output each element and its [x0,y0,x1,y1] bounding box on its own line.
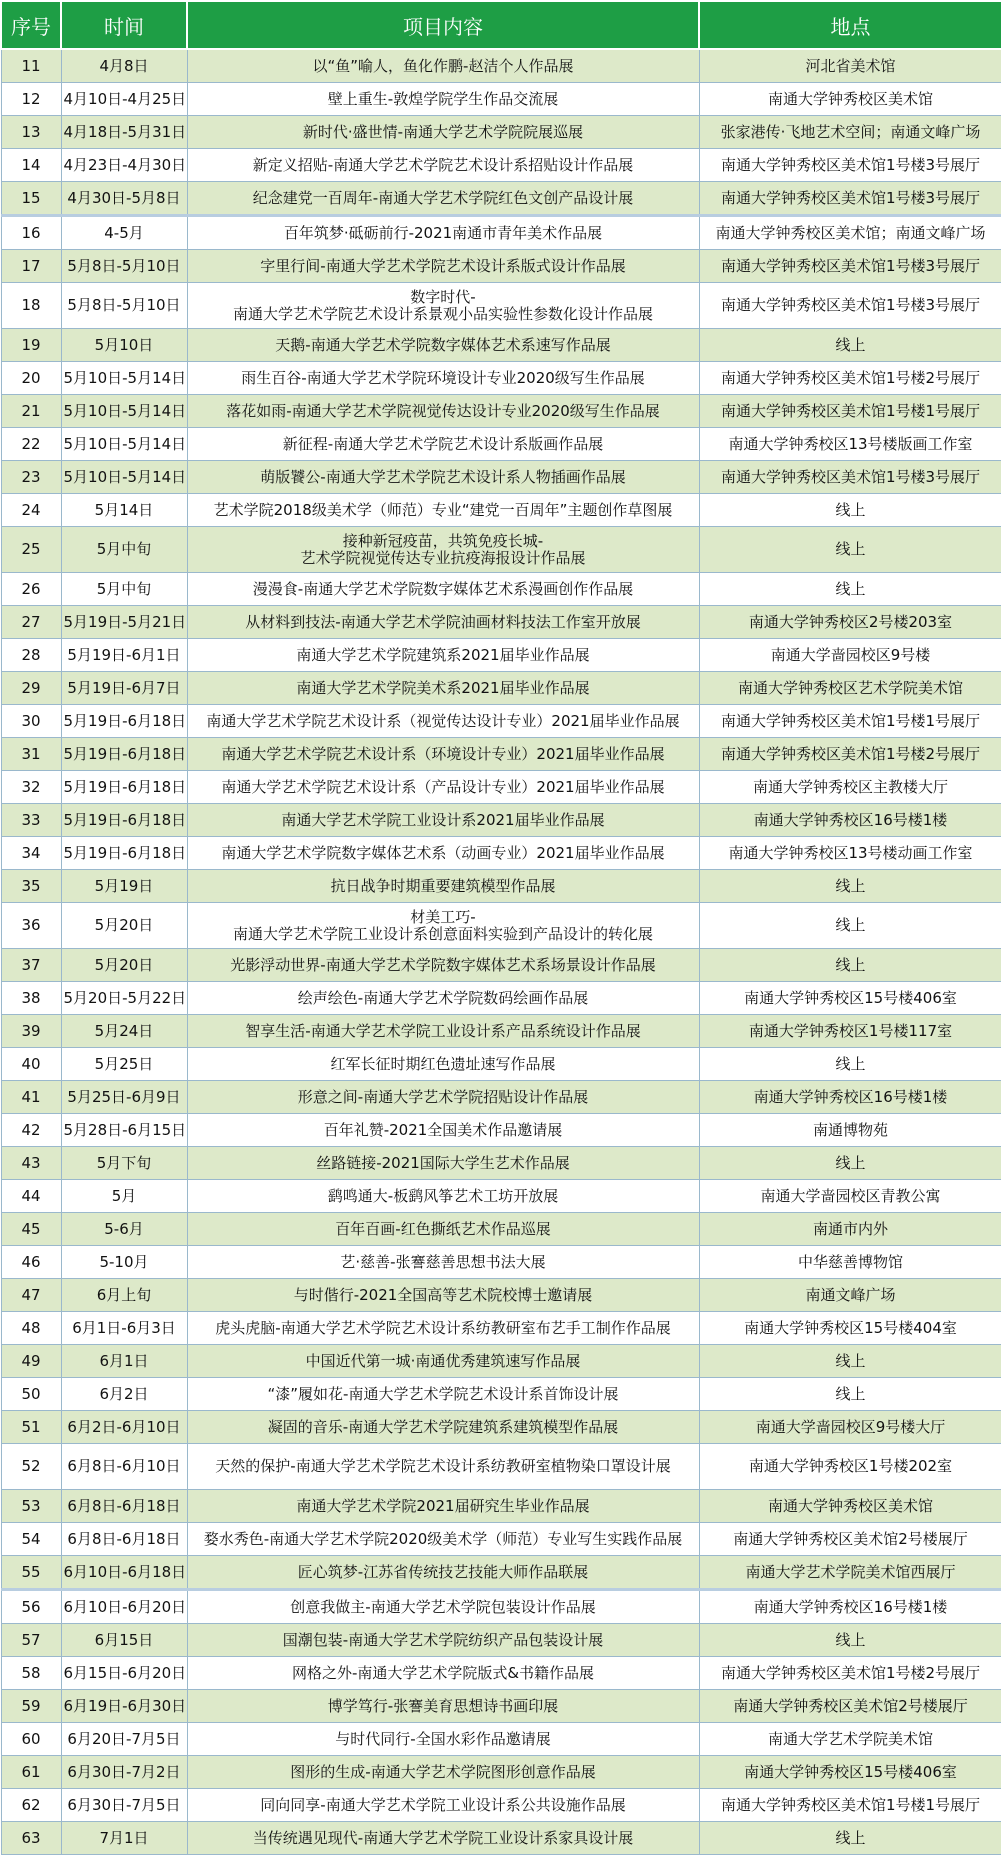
cell-place: 南通大学钟秀校区1号楼117室 [699,1015,1001,1048]
cell-time: 6月15日 [61,1624,187,1657]
table-row [1,870,1001,903]
cell-content: 雨生百谷-南通大学艺术学院环境设计专业2020级写生作品展 [187,362,699,395]
cell-seq: 20 [1,362,61,395]
table-row [1,1147,1001,1180]
cell-seq: 16 [1,216,61,250]
cell-content: 南通大学艺术学院艺术设计系（视觉传达设计专业）2021届毕业作品展 [187,705,699,738]
cell-seq: 43 [1,1147,61,1180]
cell-seq: 21 [1,395,61,428]
table-row [1,1590,1001,1624]
table-row [1,149,1001,182]
cell-seq: 34 [1,837,61,870]
cell-content: 百年百画-红色撕纸艺术作品巡展 [187,1213,699,1246]
cell-place: 南通大学钟秀校区美术馆1号楼1号展厅 [699,395,1001,428]
cell-time: 5月8日-5月10日 [61,250,187,283]
cell-time: 5月28日-6月15日 [61,1114,187,1147]
cell-time: 5月14日 [61,494,187,527]
table-row [1,1213,1001,1246]
cell-time: 6月15日-6月20日 [61,1657,187,1690]
cell-time: 5月25日 [61,1048,187,1081]
cell-place: 线上 [699,949,1001,982]
cell-place: 南通大学钟秀校区艺术学院美术馆 [699,672,1001,705]
cell-place: 南通大学钟秀校区16号楼1楼 [699,1590,1001,1624]
table-row [1,116,1001,149]
cell-place: 南通大学艺术学院美术馆西展厅 [699,1556,1001,1590]
cell-seq: 24 [1,494,61,527]
table-row [1,494,1001,527]
cell-place: 线上 [699,573,1001,606]
cell-seq: 11 [1,49,61,83]
table-row [1,428,1001,461]
table-row [1,1723,1001,1756]
cell-content: 匠心筑梦-江苏省传统技艺技能大师作品联展 [187,1556,699,1590]
cell-time: 6月10日-6月20日 [61,1590,187,1624]
table-row [1,1312,1001,1345]
cell-content: 艺术学院2018级美术学（师范）专业“建党一百周年”主题创作草图展 [187,494,699,527]
table-row [1,1015,1001,1048]
table-row [1,982,1001,1015]
cell-content: 中国近代第一城·南通优秀建筑速写作品展 [187,1345,699,1378]
cell-content: 落花如雨-南通大学艺术学院视觉传达设计专业2020级写生作品展 [187,395,699,428]
table-row [1,1081,1001,1114]
table-row [1,1657,1001,1690]
cell-time: 6月8日-6月10日 [61,1444,187,1490]
cell-seq: 53 [1,1490,61,1523]
cell-content: “漆”履如花-南通大学艺术学院艺术设计系首饰设计展 [187,1378,699,1411]
table-row [1,1822,1001,1855]
cell-time: 5月20日 [61,949,187,982]
cell-place: 南通大学钟秀校区美术馆1号楼3号展厅 [699,283,1001,329]
cell-place: 南通大学钟秀校区2号楼203室 [699,606,1001,639]
cell-time: 5月10日-5月14日 [61,395,187,428]
cell-time: 5月下旬 [61,1147,187,1180]
table-row [1,1756,1001,1789]
cell-seq: 55 [1,1556,61,1590]
content-line-1: 材美工巧- [410,907,476,926]
cell-time: 5月 [61,1180,187,1213]
cell-place: 线上 [699,870,1001,903]
cell-content: 南通大学艺术学院美术系2021届毕业作品展 [187,672,699,705]
cell-seq: 50 [1,1378,61,1411]
content-line-2: 南通大学艺术学院工业设计系创意面料实验到产品设计的转化展 [232,924,653,943]
table-row [1,250,1001,283]
cell-place: 南通大学钟秀校区美术馆 [699,1490,1001,1523]
cell-content: 博学笃行-张謇美育思想诗书画印展 [187,1690,699,1723]
cell-content: 同向同享-南通大学艺术学院工业设计系公共设施作品展 [187,1789,699,1822]
table-row [1,1490,1001,1523]
cell-time: 6月30日-7月5日 [61,1789,187,1822]
cell-time: 6月1日-6月3日 [61,1312,187,1345]
cell-content: 鹞鸣通大-板鹞风筝艺术工坊开放展 [187,1180,699,1213]
table-row [1,606,1001,639]
cell-seq: 22 [1,428,61,461]
cell-time: 5月19日-6月18日 [61,771,187,804]
cell-seq: 13 [1,116,61,149]
cell-place: 南通大学钟秀校区15号楼406室 [699,982,1001,1015]
cell-time: 5月24日 [61,1015,187,1048]
cell-time: 5月19日-6月18日 [61,705,187,738]
cell-time: 5-10月 [61,1246,187,1279]
cell-content: 智享生活-南通大学艺术学院工业设计系产品系统设计作品展 [187,1015,699,1048]
table-row [1,1690,1001,1723]
cell-content [187,903,699,949]
header-seq: 序号 [1,1,61,49]
cell-place: 南通大学啬园校区青教公寓 [699,1180,1001,1213]
cell-content: 萌版饕公-南通大学艺术学院艺术设计系人物插画作品展 [187,461,699,494]
table-row [1,639,1001,672]
cell-place: 线上 [699,1147,1001,1180]
cell-time: 5月19日-6月18日 [61,738,187,771]
table-row [1,1789,1001,1822]
cell-seq: 25 [1,527,61,573]
table-row [1,527,1001,573]
cell-content: 抗日战争时期重要建筑模型作品展 [187,870,699,903]
cell-time: 5-6月 [61,1213,187,1246]
table-row [1,49,1001,83]
cell-time: 6月1日 [61,1345,187,1378]
cell-place: 线上 [699,1822,1001,1855]
cell-seq: 33 [1,804,61,837]
cell-time: 6月20日-7月5日 [61,1723,187,1756]
cell-time: 5月10日 [61,329,187,362]
cell-time: 4-5月 [61,216,187,250]
cell-content: 红军长征时期红色遗址速写作品展 [187,1048,699,1081]
cell-place: 南通市内外 [699,1213,1001,1246]
cell-content: 创意我做主-南通大学艺术学院包装设计作品展 [187,1590,699,1624]
cell-seq: 19 [1,329,61,362]
cell-content: 南通大学艺术学院艺术设计系（产品设计专业）2021届毕业作品展 [187,771,699,804]
cell-seq: 54 [1,1523,61,1556]
cell-content: 南通大学艺术学院工业设计系2021届毕业作品展 [187,804,699,837]
table-row [1,573,1001,606]
table-row [1,738,1001,771]
cell-seq: 29 [1,672,61,705]
cell-content: 百年礼赞-2021全国美术作品邀请展 [187,1114,699,1147]
cell-content: 纪念建党一百周年-南通大学艺术学院红色文创产品设计展 [187,182,699,216]
cell-place: 南通大学钟秀校区美术馆1号楼1号展厅 [699,1789,1001,1822]
cell-content [187,527,699,573]
cell-seq: 51 [1,1411,61,1444]
cell-content: 南通大学艺术学院艺术设计系（环境设计专业）2021届毕业作品展 [187,738,699,771]
cell-seq: 42 [1,1114,61,1147]
cell-time: 6月上旬 [61,1279,187,1312]
cell-place: 线上 [699,1624,1001,1657]
cell-seq: 48 [1,1312,61,1345]
cell-time: 5月10日-5月14日 [61,362,187,395]
table-row [1,1444,1001,1490]
cell-place: 南通大学钟秀校区美术馆；南通文峰广场 [699,216,1001,250]
cell-seq: 49 [1,1345,61,1378]
cell-place: 线上 [699,1048,1001,1081]
cell-content: 新定义招贴-南通大学艺术学院艺术设计系招贴设计作品展 [187,149,699,182]
table-row [1,216,1001,250]
cell-seq: 37 [1,949,61,982]
cell-place: 南通大学钟秀校区16号楼1楼 [699,1081,1001,1114]
table-row [1,1411,1001,1444]
content-line-2: 南通大学艺术学院艺术设计系景观小品实验性参数化设计作品展 [232,304,653,323]
cell-seq: 18 [1,283,61,329]
table-row [1,903,1001,949]
table-row [1,1180,1001,1213]
cell-content: 漫漫食-南通大学艺术学院数字媒体艺术系漫画创作作品展 [187,573,699,606]
cell-place: 线上 [699,1345,1001,1378]
cell-seq: 44 [1,1180,61,1213]
cell-content: 与时代同行-全国水彩作品邀请展 [187,1723,699,1756]
cell-seq: 35 [1,870,61,903]
cell-time: 5月10日-5月14日 [61,461,187,494]
cell-content: 南通大学艺术学院2021届研究生毕业作品展 [187,1490,699,1523]
table-row [1,83,1001,116]
cell-seq: 40 [1,1048,61,1081]
cell-seq: 28 [1,639,61,672]
cell-content: 天鹅-南通大学艺术学院数字媒体艺术系速写作品展 [187,329,699,362]
table-row [1,1048,1001,1081]
cell-content: 天然的保护-南通大学艺术学院艺术设计系纺教研室植物染口罩设计展 [187,1444,699,1490]
table-header-row [1,1,1001,49]
cell-content: 与时偕行-2021全国高等艺术院校博士邀请展 [187,1279,699,1312]
cell-place: 河北省美术馆 [699,49,1001,83]
cell-time: 5月19日 [61,870,187,903]
table-row [1,1556,1001,1590]
table-row [1,804,1001,837]
cell-content: 百年筑梦·砥砺前行-2021南通市青年美术作品展 [187,216,699,250]
cell-content: 字里行间-南通大学艺术学院艺术设计系版式设计作品展 [187,250,699,283]
cell-place: 南通大学钟秀校区美术馆 [699,83,1001,116]
table-row [1,395,1001,428]
cell-seq: 45 [1,1213,61,1246]
cell-place: 线上 [699,1378,1001,1411]
cell-place: 南通大学钟秀校区15号楼406室 [699,1756,1001,1789]
cell-seq: 60 [1,1723,61,1756]
cell-place: 南通大学钟秀校区美术馆2号楼展厅 [699,1690,1001,1723]
cell-place: 南通大学钟秀校区1号楼202室 [699,1444,1001,1490]
cell-content: 艺·慈善-张謇慈善思想书法大展 [187,1246,699,1279]
cell-time: 6月2日 [61,1378,187,1411]
cell-time: 5月20日-5月22日 [61,982,187,1015]
table-row [1,1378,1001,1411]
cell-seq: 59 [1,1690,61,1723]
cell-content: 新时代·盛世情-南通大学艺术学院院展巡展 [187,116,699,149]
cell-seq: 47 [1,1279,61,1312]
cell-place: 线上 [699,329,1001,362]
cell-place: 南通大学钟秀校区主教楼大厅 [699,771,1001,804]
cell-seq: 56 [1,1590,61,1624]
table-row [1,949,1001,982]
cell-time: 5月19日-6月18日 [61,837,187,870]
cell-content [187,283,699,329]
cell-place: 南通大学啬园校区9号楼大厅 [699,1411,1001,1444]
table-row [1,283,1001,329]
cell-time: 6月10日-6月18日 [61,1556,187,1590]
cell-seq: 58 [1,1657,61,1690]
table-row [1,1523,1001,1556]
cell-seq: 52 [1,1444,61,1490]
cell-time: 6月8日-6月18日 [61,1523,187,1556]
cell-seq: 36 [1,903,61,949]
cell-time: 5月19日-6月1日 [61,639,187,672]
cell-time: 4月18日-5月31日 [61,116,187,149]
cell-content: 当传统遇见现代-南通大学艺术学院工业设计系家具设计展 [187,1822,699,1855]
cell-content: 婺水秀色-南通大学艺术学院2020级美术学（师范）专业写生实践作品展 [187,1523,699,1556]
cell-time: 4月30日-5月8日 [61,182,187,216]
content-line-2: 艺术学院视觉传达专业抗疫海报设计作品展 [300,548,586,567]
cell-place: 南通大学钟秀校区13号楼动画工作室 [699,837,1001,870]
cell-place: 线上 [699,903,1001,949]
cell-time: 6月2日-6月10日 [61,1411,187,1444]
cell-content: 以“鱼”喻人，鱼化作鹏-赵洁个人作品展 [187,49,699,83]
cell-content: 网格之外-南通大学艺术学院版式&书籍作品展 [187,1657,699,1690]
cell-time: 7月1日 [61,1822,187,1855]
cell-place: 南通大学钟秀校区美术馆1号楼3号展厅 [699,149,1001,182]
cell-place: 线上 [699,494,1001,527]
cell-place: 南通大学钟秀校区15号楼404室 [699,1312,1001,1345]
cell-place: 南通大学钟秀校区美术馆1号楼1号展厅 [699,705,1001,738]
cell-place: 南通大学钟秀校区13号楼版画工作室 [699,428,1001,461]
cell-place: 南通大学钟秀校区16号楼1楼 [699,804,1001,837]
cell-place: 线上 [699,527,1001,573]
cell-place: 南通大学钟秀校区美术馆1号楼2号展厅 [699,1657,1001,1690]
cell-time: 5月25日-6月9日 [61,1081,187,1114]
cell-seq: 30 [1,705,61,738]
cell-time: 5月10日-5月14日 [61,428,187,461]
cell-time: 4月8日 [61,49,187,83]
table-row [1,182,1001,216]
table-row [1,771,1001,804]
cell-place: 中华慈善博物馆 [699,1246,1001,1279]
cell-seq: 31 [1,738,61,771]
cell-content: 新征程-南通大学艺术学院艺术设计系版画作品展 [187,428,699,461]
header-place: 地点 [699,1,1001,49]
cell-seq: 27 [1,606,61,639]
cell-seq: 62 [1,1789,61,1822]
table-row [1,672,1001,705]
cell-place: 南通大学钟秀校区美术馆1号楼3号展厅 [699,461,1001,494]
cell-content: 形意之间-南通大学艺术学院招贴设计作品展 [187,1081,699,1114]
table-row [1,837,1001,870]
cell-content: 光影浮动世界-南通大学艺术学院数字媒体艺术系场景设计作品展 [187,949,699,982]
cell-time: 4月23日-4月30日 [61,149,187,182]
table-row [1,461,1001,494]
cell-place: 南通大学钟秀校区美术馆1号楼2号展厅 [699,738,1001,771]
cell-seq: 57 [1,1624,61,1657]
table-row [1,705,1001,738]
cell-place: 南通大学钟秀校区美术馆2号楼展厅 [699,1523,1001,1556]
cell-place: 南通大学钟秀校区美术馆1号楼3号展厅 [699,250,1001,283]
cell-content: 图形的生成-南通大学艺术学院图形创意作品展 [187,1756,699,1789]
cell-place: 南通大学艺术学院美术馆 [699,1723,1001,1756]
cell-time: 5月20日 [61,903,187,949]
cell-seq: 46 [1,1246,61,1279]
cell-time: 5月8日-5月10日 [61,283,187,329]
cell-content: 南通大学艺术学院数字媒体艺术系（动画专业）2021届毕业作品展 [187,837,699,870]
table-row [1,362,1001,395]
cell-seq: 32 [1,771,61,804]
cell-place: 南通大学钟秀校区美术馆1号楼2号展厅 [699,362,1001,395]
cell-seq: 12 [1,83,61,116]
cell-time: 5月中旬 [61,573,187,606]
cell-seq: 61 [1,1756,61,1789]
content-line-1: 数字时代- [410,287,476,306]
cell-content: 绘声绘色-南通大学艺术学院数码绘画作品展 [187,982,699,1015]
cell-seq: 17 [1,250,61,283]
cell-content: 南通大学艺术学院建筑系2021届毕业作品展 [187,639,699,672]
cell-place: 南通大学钟秀校区美术馆1号楼3号展厅 [699,182,1001,216]
cell-time: 5月19日-6月7日 [61,672,187,705]
cell-seq: 39 [1,1015,61,1048]
table-row [1,1246,1001,1279]
header-content: 项目内容 [187,1,699,49]
cell-content: 国潮包装-南通大学艺术学院纺织产品包装设计展 [187,1624,699,1657]
cell-seq: 15 [1,182,61,216]
cell-place: 张家港传·飞地艺术空间；南通文峰广场 [699,116,1001,149]
cell-content: 凝固的音乐-南通大学艺术学院建筑系建筑模型作品展 [187,1411,699,1444]
cell-content: 丝路链接-2021国际大学生艺术作品展 [187,1147,699,1180]
cell-place: 南通文峰广场 [699,1279,1001,1312]
cell-seq: 41 [1,1081,61,1114]
table-row [1,1114,1001,1147]
cell-time: 6月30日-7月2日 [61,1756,187,1789]
cell-content: 壁上重生-敦煌学院学生作品交流展 [187,83,699,116]
header-time: 时间 [61,1,187,49]
cell-place: 南通大学啬园校区9号楼 [699,639,1001,672]
cell-time: 5月19日-6月18日 [61,804,187,837]
content-line-1: 接种新冠疫苗，共筑免疫长城- [342,531,544,550]
cell-seq: 63 [1,1822,61,1855]
table-row [1,1624,1001,1657]
cell-content: 从材料到技法-南通大学艺术学院油画材料技法工作室开放展 [187,606,699,639]
table-row [1,1345,1001,1378]
cell-place: 南通博物苑 [699,1114,1001,1147]
cell-time: 4月10日-4月25日 [61,83,187,116]
cell-content: 虎头虎脑-南通大学艺术学院艺术设计系纺教研室布艺手工制作作品展 [187,1312,699,1345]
table-row [1,1279,1001,1312]
cell-time: 6月19日-6月30日 [61,1690,187,1723]
cell-seq: 14 [1,149,61,182]
cell-time: 5月中旬 [61,527,187,573]
cell-time: 5月19日-5月21日 [61,606,187,639]
cell-seq: 23 [1,461,61,494]
cell-time: 6月8日-6月18日 [61,1490,187,1523]
cell-seq: 26 [1,573,61,606]
table-row [1,329,1001,362]
cell-seq: 38 [1,982,61,1015]
